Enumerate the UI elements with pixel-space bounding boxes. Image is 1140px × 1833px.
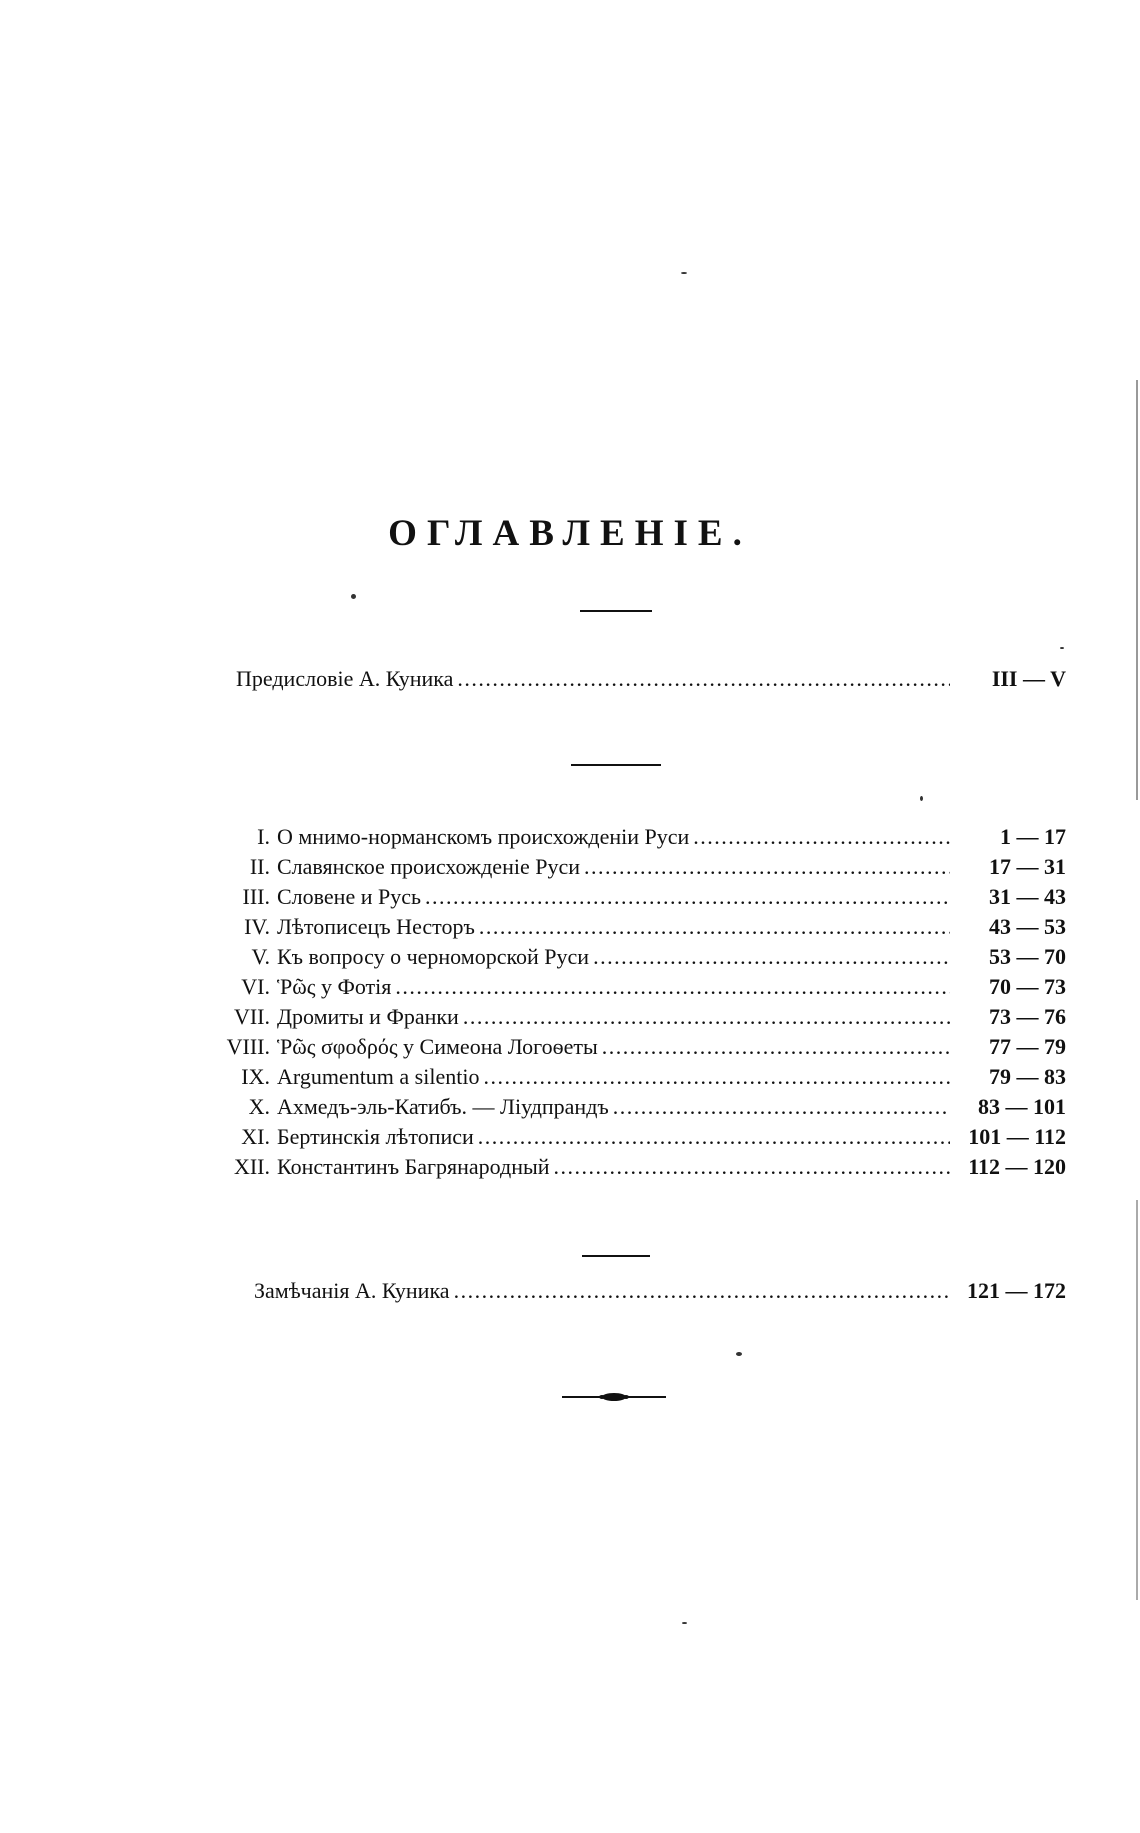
chapter-pages: 17 — 31	[989, 854, 1066, 879]
scan-speck	[1060, 647, 1064, 649]
chapter-pages: 43 — 53	[989, 914, 1066, 939]
notes-label: Замѣчанія А. Куника	[254, 1278, 450, 1303]
page-title: ОГЛАВЛЕНІЕ.	[388, 513, 752, 554]
chapter-pages: 112 — 120	[968, 1154, 1066, 1179]
chapter-title: Argumentum a silentio	[277, 1064, 480, 1089]
chapter-pages: 83 — 101	[978, 1094, 1066, 1119]
chapter-number: II.	[249, 854, 270, 879]
chapter-number: X.	[248, 1094, 270, 1119]
chapter-title: Къ вопросу о черноморской Руси	[277, 944, 590, 969]
chapter-pages: 31 — 43	[989, 884, 1066, 909]
chapter-title: Славянское происхожденіе Руси	[277, 854, 580, 879]
chapter-entry	[224, 972, 1066, 1002]
chapter-title: Ῥῶς σφοδρός у Симеона Логоѳеты	[277, 1034, 598, 1059]
dot-leader	[463, 1002, 950, 1032]
dot-leader	[425, 882, 950, 912]
section-divider	[582, 1255, 650, 1257]
preface-label: Предисловіе А. Куника	[236, 666, 454, 691]
chapter-number: I.	[257, 824, 270, 849]
chapter-number: IV.	[244, 914, 270, 939]
chapter-title: Бертинскія лѣтописи	[277, 1124, 474, 1149]
dot-leader	[593, 942, 950, 972]
chapter-entry	[224, 882, 1066, 912]
section-divider	[571, 764, 661, 766]
scan-speck	[681, 272, 687, 274]
chapter-title: Ῥῶς у Фотія	[277, 974, 392, 999]
dot-leader	[479, 912, 950, 942]
chapter-title: Константинъ Багрянародный	[277, 1154, 550, 1179]
chapter-pages: 1 — 17	[1000, 824, 1066, 849]
chapter-number: VII.	[233, 1004, 270, 1029]
chapter-entry	[224, 1122, 1066, 1152]
preface-entry	[236, 664, 1066, 694]
scan-speck	[351, 594, 356, 599]
chapter-title: Словене и Русь	[277, 884, 422, 909]
chapter-entry	[224, 822, 1066, 852]
chapter-title: Ахмедъ-эль-Катибъ. — Ліудпрандъ	[277, 1094, 609, 1119]
scan-speck	[736, 1352, 742, 1356]
tailpiece-ornament	[562, 1390, 666, 1404]
dot-leader	[613, 1092, 950, 1122]
dot-leader	[395, 972, 950, 1002]
chapter-number: V.	[251, 944, 270, 969]
scan-speck	[920, 796, 923, 801]
chapter-entry	[224, 1062, 1066, 1092]
notes-entry	[254, 1276, 1066, 1306]
dot-leader	[602, 1032, 950, 1062]
chapter-entry	[224, 1002, 1066, 1032]
chapter-number: III.	[242, 884, 270, 909]
dot-leader	[478, 1122, 950, 1152]
dot-leader	[483, 1062, 950, 1092]
chapter-title: О мнимо-норманскомъ происхожденіи Руси	[277, 824, 690, 849]
chapter-pages: 73 — 76	[989, 1004, 1066, 1029]
chapter-number: XII.	[233, 1154, 270, 1179]
chapter-number: VIII.	[226, 1034, 270, 1059]
chapter-pages: 53 — 70	[989, 944, 1066, 969]
chapter-pages: 101 — 112	[968, 1124, 1066, 1149]
dot-leader	[554, 1152, 950, 1182]
chapter-number: XI.	[241, 1124, 270, 1149]
title-divider	[580, 610, 652, 612]
notes-pages: 121 — 172	[967, 1278, 1066, 1303]
scan-speck	[1136, 1200, 1138, 1600]
chapter-title: Дромиты и Франки	[277, 1004, 459, 1029]
chapter-entry	[224, 1152, 1066, 1182]
chapter-entry	[224, 942, 1066, 972]
chapter-number: VI.	[241, 974, 270, 999]
chapter-entry	[224, 852, 1066, 882]
chapter-entry	[224, 912, 1066, 942]
chapter-pages: 70 — 73	[989, 974, 1066, 999]
dot-leader	[454, 1276, 950, 1306]
chapter-number: IX.	[241, 1064, 270, 1089]
preface-pages: III — V	[991, 666, 1066, 691]
chapter-pages: 79 — 83	[989, 1064, 1066, 1089]
chapter-title: Лѣтописецъ Несторъ	[277, 914, 475, 939]
chapter-pages: 77 — 79	[989, 1034, 1066, 1059]
dot-leader	[693, 822, 950, 852]
chapter-entry	[224, 1032, 1066, 1062]
dot-leader	[584, 852, 950, 882]
scan-speck	[682, 1622, 687, 1624]
dot-leader	[457, 664, 950, 694]
chapter-entry	[224, 1092, 1066, 1122]
scan-speck	[1136, 380, 1138, 800]
